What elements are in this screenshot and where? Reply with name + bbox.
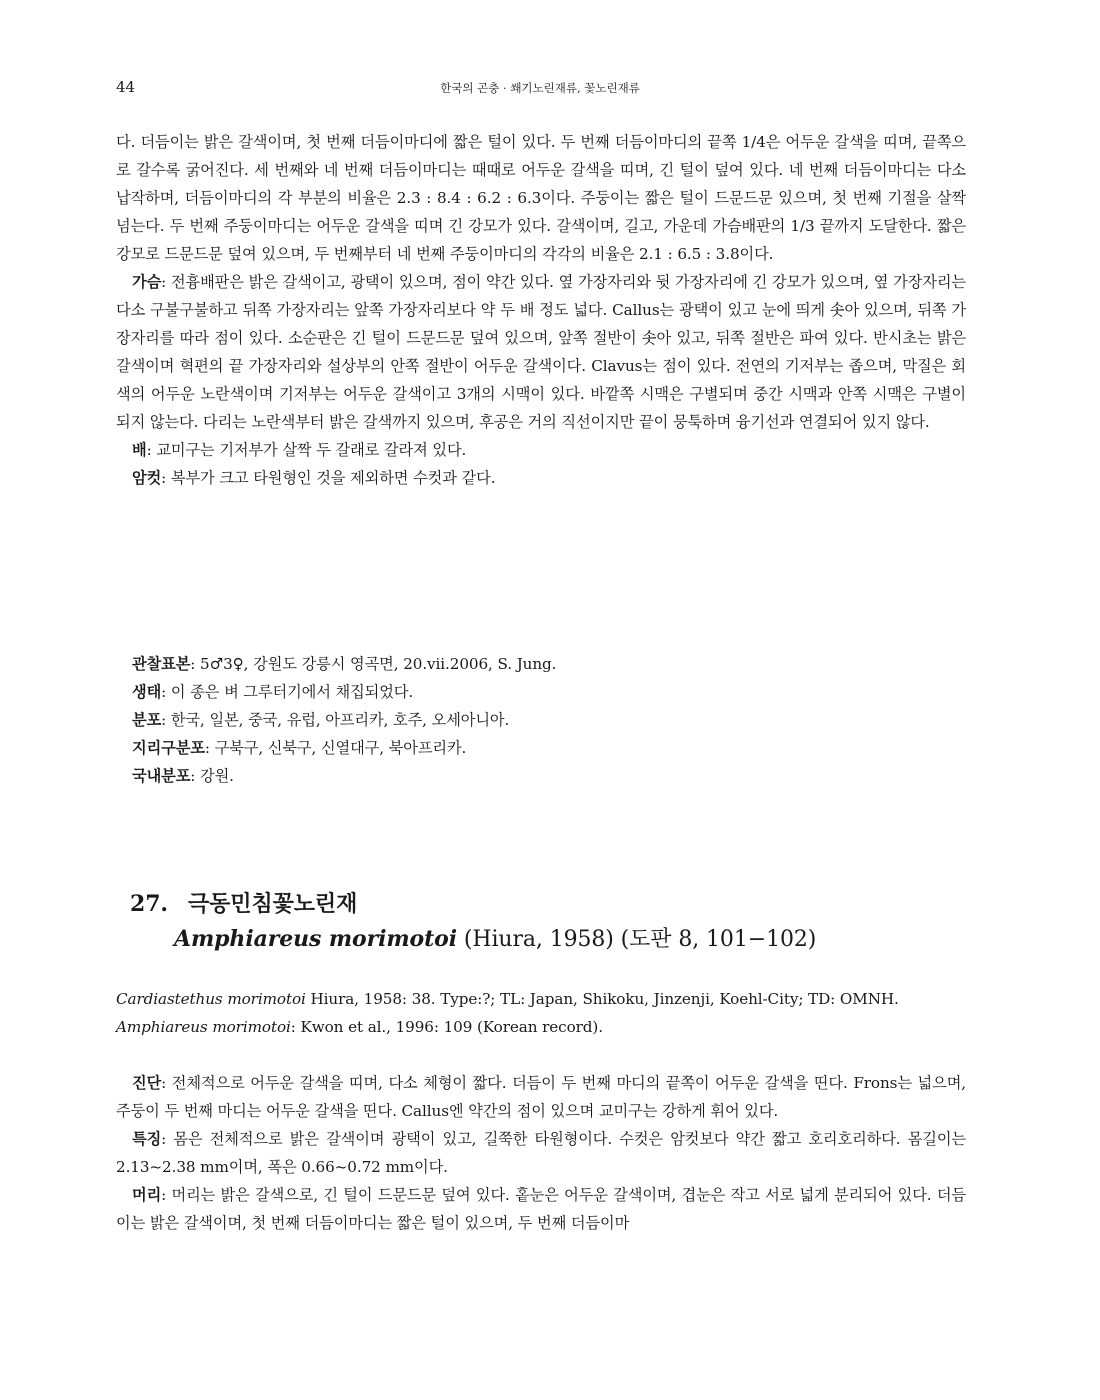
record-specimens: 관찰표본: 5♂3♀, 강원도 강릉시 영곡면, 20.vii.2006, S. Jung. bbox=[132, 655, 557, 673]
species-plate-ref: (도판 8, 101−102) bbox=[613, 927, 817, 952]
paragraph-lead: 암컷 bbox=[132, 469, 162, 487]
synonym-list bbox=[116, 985, 966, 1041]
species-heading bbox=[116, 888, 966, 959]
synonym-entry: Cardiastethus morimotoi Hiura, 1958: 38. Type:?; TL: Japan, Shikoku, Jinzenji, Koehl-City; TD: OMNH. bbox=[116, 990, 899, 1008]
paragraph-female: 암컷: 복부가 크고 타원형인 것을 제외하면 수컷과 같다. bbox=[132, 469, 496, 487]
species-author: (Hiura, 1958) bbox=[457, 927, 614, 952]
paragraph-thorax: 가슴: 전흉배판은 밝은 갈색이고, 광택이 있으며, 점이 약간 있다. 옆 가장자리와 뒷 가장자리에 긴 강모가 있으며, 옆 가장자리는 다소 구불구불하고 뒤쪽 가장자리는 앞쪽 가장자리보다 약 두 배 정도 넓다. Callus는 광택이 있고 눈에 띄게 솟아 있으며, 뒤쪽 가장자리를 따라 점이 있다. 소순판은 긴 털이 드문드문 덮여 있으며, 앞쪽 절반이 솟아 있고, 뒤쪽 절반은 파여 있다. 반시초는 밝은 갈색이며 혁편의 끝 가장자리와 설상부의 안쪽 절반이 어두운 갈색이다. Clavus는 점이 있다. 전연의 기저부는 좁으며, 막질은 회색의 어두운 노란색이며 기저부는 어두운 갈색이고 3개의 시맥이 있다. 바깥쪽 시맥은 구별되며 중간 시맥과 안쪽 시맥은 구별이 되지 않는다. 다리는 노란색부터 밝은 갈색까지 있으며, 후공은 거의 직선이지만 끝이 뭉툭하며 융기선과 연결되어 있지 않다. bbox=[116, 273, 966, 431]
paragraph-features: 특징: 몸은 전체적으로 밝은 갈색이며 광택이 있고, 길쭉한 타원형이다. 수컷은 암컷보다 약간 짧고 호리호리하다. 몸길이는 2.13~2.38 mm이며, 폭은 0.66~0.72 mm이다. bbox=[116, 1130, 966, 1176]
description-section bbox=[116, 1069, 966, 1237]
record-ecology: 생태: 이 종은 벼 그루터기에서 채집되었다. bbox=[132, 683, 414, 701]
records-section bbox=[116, 650, 966, 790]
record-domestic-distribution: 국내분포: 강원. bbox=[132, 767, 234, 785]
paragraph-abdomen: 배: 교미구는 기저부가 살짝 두 갈래로 갈라져 있다. bbox=[132, 441, 467, 459]
paragraph-head: 머리: 머리는 밝은 갈색으로, 긴 털이 드문드문 덮여 있다. 홑눈은 어두운 갈색이며, 겹눈은 작고 서로 넓게 분리되어 있다. 더듬이는 밝은 갈색이며, 첫 번째 더듬이마디는 짧은 털이 있으며, 두 번째 더듬이마 bbox=[116, 1186, 966, 1232]
species-scientific-line bbox=[116, 920, 966, 959]
record-distribution: 분포: 한국, 일본, 중국, 유럽, 아프리카, 호주, 오세아니아. bbox=[132, 711, 510, 729]
paragraph-diagnosis: 진단: 전체적으로 어두운 갈색을 띠며, 다소 체형이 짧다. 더듬이 두 번째 마디의 끝쪽이 어두운 갈색을 띤다. Frons는 넓으며, 주둥이 두 번째 마디는 어두운 갈색을 띤다. Callus엔 약간의 점이 있으며 교미구는 강하게 휘어 있다. bbox=[116, 1074, 966, 1120]
continuation-section bbox=[116, 128, 966, 492]
species-scientific-name: Amphiareus morimotoi bbox=[174, 926, 458, 952]
species-number: 27. bbox=[130, 891, 168, 917]
page-number: 44 bbox=[116, 78, 136, 96]
paragraph-lead: 배 bbox=[132, 441, 147, 459]
running-title: 한국의 곤충 · 쐐기노린재류, 꽃노린재류 bbox=[440, 81, 640, 95]
paragraph-lead: 가슴 bbox=[132, 273, 162, 291]
synonym-entry: Amphiareus morimotoi: Kwon et al., 1996: 109 (Korean record). bbox=[116, 1018, 603, 1036]
page-header bbox=[116, 78, 964, 102]
species-title bbox=[116, 888, 966, 920]
paragraph-antenna: 다. 더듬이는 밝은 갈색이며, 첫 번째 더듬이마디에 짧은 털이 있다. 두 번째 더듬이마디의 끝쪽 1/4은 어두운 갈색을 띠며, 끝쪽으로 갈수록 굵어진다. 세 번째와 네 번째 더듬이마디는 때때로 어두운 갈색을 띠며, 긴 털이 덮여 있다. 네 번째 더듬이마디는 다소 납작하며, 더듬이마디의 각 부분의 비율은 2.3 : 8.4 : 6.2 : 6.3이다. 주둥이는 짧은 털이 드문드문 있으며, 첫 번째 기절을 살짝 넘는다. 두 번째 주둥이마디는 어두운 갈색을 띠며 긴 강모가 있다. 갈색이며, 길고, 가운데 가슴배판의 1/3 끝까지 도달한다. 짧은 강모로 드문드문 덮여 있으며, 두 번째부터 네 번째 주둥이마디의 각각의 비율은 2.1 : 6.5 : 3.8이다. bbox=[116, 133, 966, 263]
species-korean-name: 극동민침꽃노린재 bbox=[188, 891, 358, 917]
record-zoogeography: 지리구분포: 구북구, 신북구, 신열대구, 북아프리카. bbox=[132, 739, 467, 757]
